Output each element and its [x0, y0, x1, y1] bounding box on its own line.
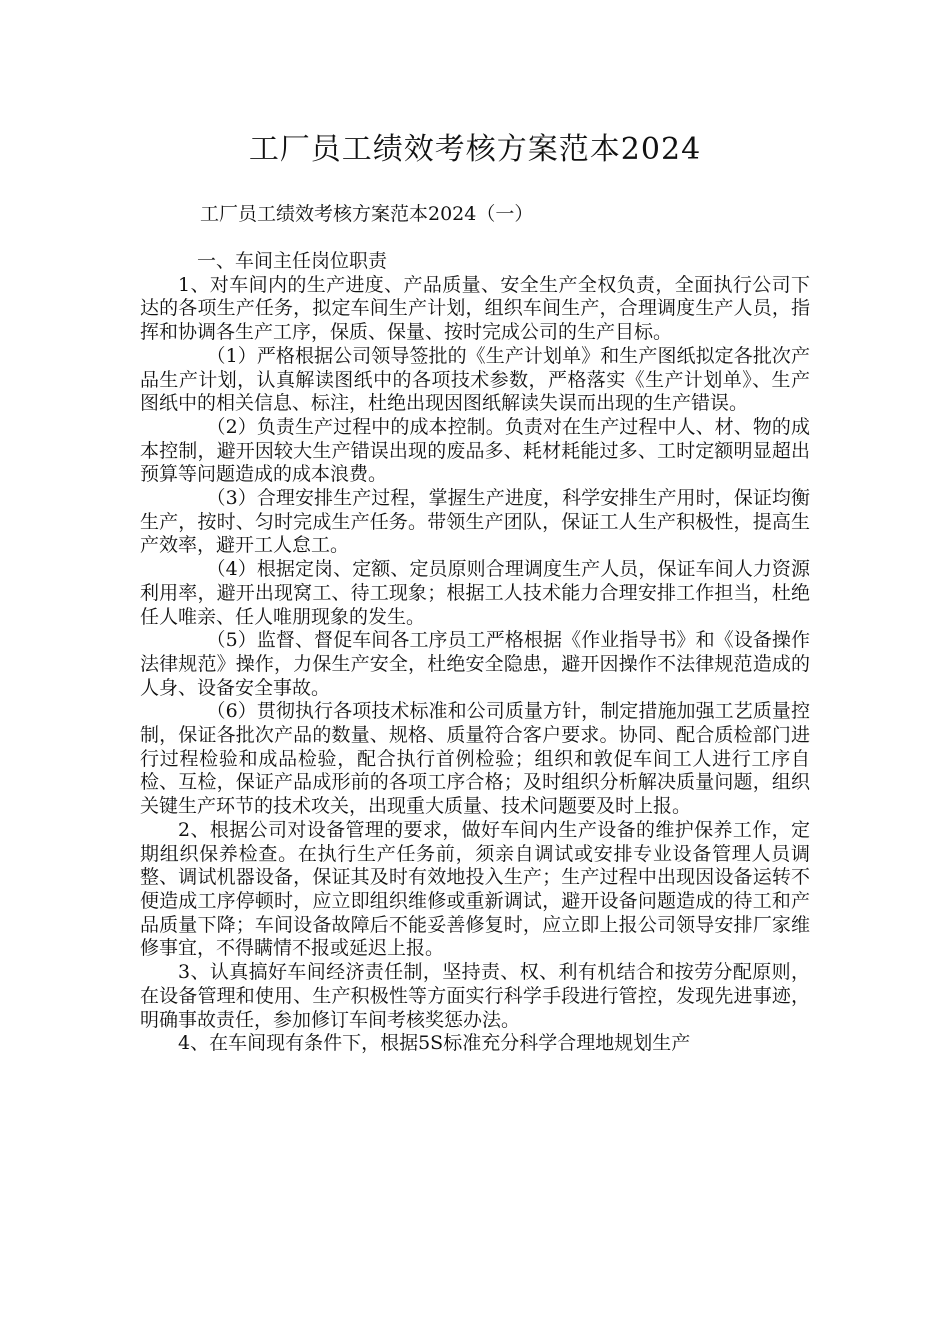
- paragraph-1-3: （3）合理安排生产过程，掌握生产进度，科学安排生产用时，保证均衡生产，按时、匀时完成生产任务。带领生产团队，保证工人生产积极性，提高生产效率，避开工人怠工。: [140, 487, 810, 557]
- paragraph-1-5: （5）监督、督促车间各工序员工严格根据《作业指导书》和《设备操作法律规范》操作，力保生产安全，杜绝安全隐患，避开因操作不法律规范造成的人身、设备安全事故。: [140, 629, 810, 699]
- paragraph-1-4: （4）根据定岗、定额、定员原则合理调度生产人员，保证车间人力资源利用率，避开出现窝工、待工现象；根据工人技术能力合理安排工作担当，杜绝任人唯亲、任人唯朋现象的发生。: [140, 558, 810, 628]
- document-title: 工厂员工绩效考核方案范本2024: [248, 132, 702, 167]
- paragraph-2: 2、根据公司对设备管理的要求，做好车间内生产设备的维护保养工作，定期组织保养检查。在执行生产任务前，须亲自调试或安排专业设备管理人员调整、调试机器设备，保证其及时有效地投入生产；生产过程中出现因设备运转不便造成工序停顿时，应立即组织维修或重新调试，避开设备问题造成的待工和产品质量下降；车间设备故障后不能妥善修复时，应立即上报公司领导安排厂家维修事宜，不得瞒情不报或延迟上报。: [140, 818, 810, 960]
- paragraph-3: 3、认真搞好车间经济责任制，坚持责、权、利有机结合和按劳分配原则，在设备管理和使用、生产积极性等方面实行科学手段进行管控，发现先进事迹，明确事故责任，参加修订车间考核奖惩办法。: [140, 961, 810, 1031]
- paragraph-1: 1、对车间内的生产进度、产品质量、安全生产全权负责，全面执行公司下达的各项生产任务，拟定车间生产计划，组织车间生产，合理调度生产人员，指挥和协调各生产工序，保质、保量、按时完成公司的生产目标。: [140, 273, 810, 344]
- paragraph-4: 4、在车间现有条件下，根据5S标准充分科学合理地规划生产: [178, 1032, 691, 1055]
- paragraph-1-6: （6）贯彻执行各项技术标准和公司质量方针，制定措施加强工艺质量控制，保证各批次产品的数量、规格、质量符合客户要求。协同、配合质检部门进行过程检验和成品检验，配合执行首例检验；组织和敦促车间工人进行工序自检、互检，保证产品成形前的各项工序合格；及时组织分析解决质量问题，组织关键生产环节的技术攻关，出现重大质量、技术问题要及时上报。: [140, 700, 810, 818]
- document-body: [140, 250, 810, 1056]
- document-subtitle: 工厂员工绩效考核方案范本2024（一）: [200, 203, 534, 225]
- paragraph-1-2: （2）负责生产过程中的成本控制。负责对在生产过程中人、材、物的成本控制，避开因较大生产错误出现的废品多、耗材耗能过多、工时定额明显超出预算等问题造成的成本浪费。: [140, 415, 810, 486]
- section-heading: 一、车间主任岗位职责: [197, 250, 388, 272]
- paragraph-1-1: （1）严格根据公司领导签批的《生产计划单》和生产图纸拟定各批次产品生产计划，认真解读图纸中的各项技术参数，严格落实《生产计划单》、生产图纸中的相关信息、标注，杜绝出现因图纸解读失误而出现的生产错误。: [140, 344, 810, 415]
